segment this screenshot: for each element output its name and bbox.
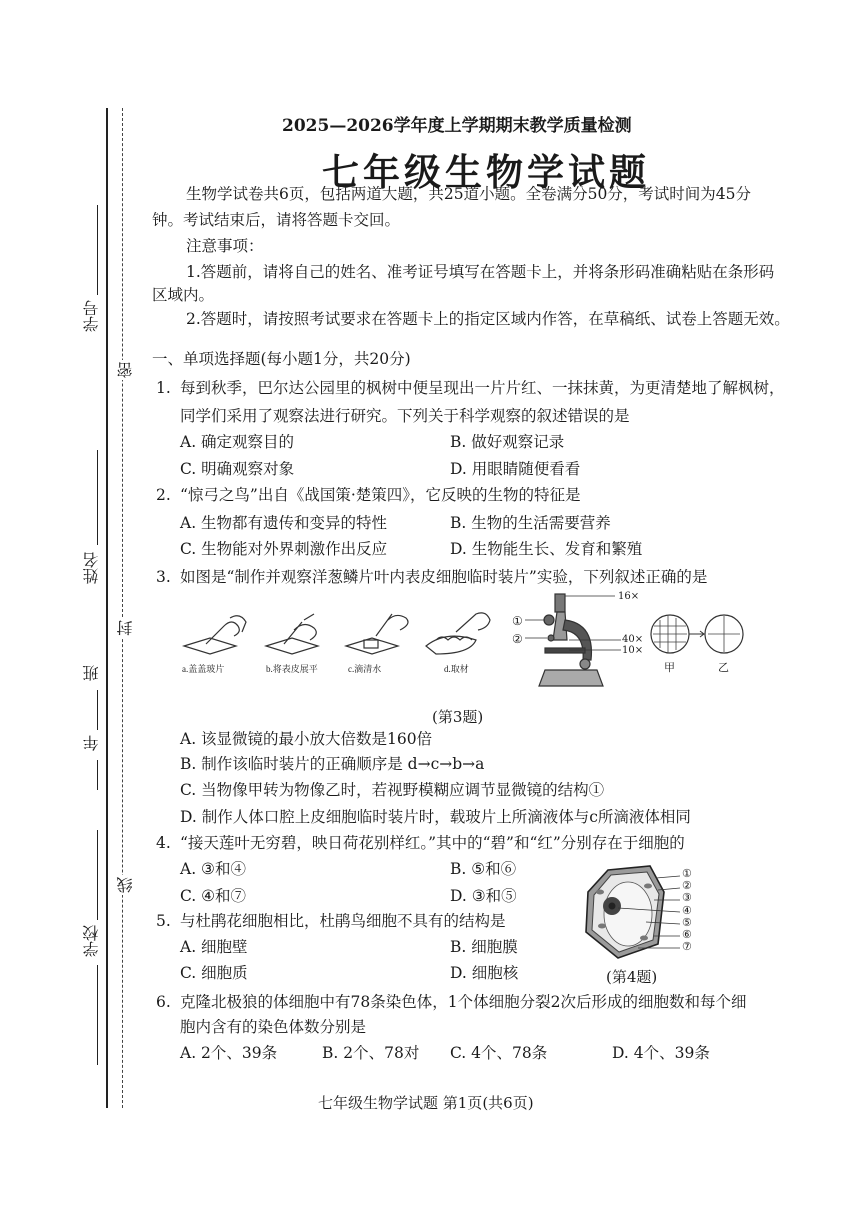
fig-label-c: c.滴清水: [348, 664, 382, 674]
fig-label-a: a.盖盖玻片: [182, 664, 225, 674]
q2-number: 2.: [156, 486, 171, 504]
exam-subtitle: 2025—2026学年度上学期期末教学质量检测: [282, 116, 632, 136]
q1-option-b: B. 做好观察记录: [450, 433, 565, 451]
xuehao-label: 学号: [82, 300, 101, 332]
objective-40-label: 40×: [622, 634, 644, 645]
q4-cell-labels: [682, 868, 692, 953]
q6-option-c: C. 4个、78条: [450, 1044, 548, 1062]
q4-option-c: C. ④和⑦: [180, 887, 247, 905]
q4-stem: “接天莲叶无穷碧，映日荷花别样红。”其中的“碧”和“红”分别存在于细胞的: [180, 834, 685, 852]
xingming-label: 姓名: [82, 552, 101, 584]
cell-label-4: ④: [682, 903, 692, 917]
nian-label: 年: [82, 735, 101, 751]
fig-label-b: b.将表皮展平: [266, 664, 318, 674]
plant-cell-figure: [578, 862, 698, 962]
view-fields-figure: [648, 610, 748, 658]
marker-2: ②: [512, 632, 523, 646]
seal-mi: 密: [116, 362, 135, 378]
q1-number: 1.: [156, 379, 171, 397]
q2-option-b: B. 生物的生活需要营养: [450, 514, 611, 532]
nian-blank: [97, 760, 99, 790]
objective-10-label: 10×: [622, 645, 644, 656]
q5-option-a: A. 细胞壁: [180, 938, 248, 956]
q3-caption: (第3题): [432, 708, 484, 726]
section-title: 一、单项选择题(每小题1分，共20分): [152, 350, 411, 368]
q3-number: 3.: [156, 568, 171, 586]
q6-option-a: A. 2个、39条: [180, 1044, 278, 1062]
q3-option-c: C. 当物像甲转为物像乙时，若视野模糊应调节显微镜的结构①: [180, 781, 605, 799]
q5-stem: 与杜鹃花细胞相比，杜鹃鸟细胞不具有的结构是: [180, 912, 506, 930]
q4-option-d: D. ③和⑤: [450, 887, 517, 905]
q3-option-b: B. 制作该临时装片的正确顺序是 d→c→b→a: [180, 755, 485, 773]
cell-label-5: ⑤: [682, 915, 692, 929]
page-footer: 七年级生物学试题 第1页(共6页): [318, 1094, 534, 1112]
eyepiece-label: 16×: [618, 591, 640, 602]
q2-option-d: D. 生物能生长、发育和繁殖: [450, 540, 643, 558]
ban-blank: [97, 690, 99, 730]
q2-option-c: C. 生物能对外界刺激作出反应: [180, 540, 388, 558]
q3-option-d: D. 制作人体口腔上皮细胞临时装片时，载玻片上所滴液体与c所滴液体相同: [180, 808, 691, 826]
marker-1: ①: [512, 614, 523, 628]
xingming-blank: [97, 450, 99, 545]
q3-stem: 如图是“制作并观察洋葱鳞片叶内表皮细胞临时装片”实验，下列叙述正确的是: [180, 568, 708, 586]
seal-xian: 线: [116, 877, 135, 893]
cell-label-2: ②: [682, 879, 692, 893]
intro-line-2: 钟。考试结束后，请将答题卡交回。: [152, 211, 401, 229]
notice-1-line-2: 区域内。: [152, 286, 215, 304]
view-jia-label: 甲: [664, 661, 675, 674]
cell-label-1: ①: [682, 867, 692, 880]
binding-rule: [106, 108, 108, 1108]
exam-title: 七年级生物学试题: [322, 150, 650, 194]
q6-stem-line-2: 胞内含有的染色体数分别是: [180, 1018, 367, 1036]
q5-number: 5.: [156, 912, 171, 930]
view-yi-label: 乙: [718, 661, 729, 674]
xuexiao-blank: [97, 830, 99, 920]
notice-2: 2.答题时，请按照考试要求在答题卡上的指定区域内作答，在草稿纸、试卷上答题无效。: [186, 310, 790, 328]
notice-1-line-1: 1.答题前，请将自己的姓名、准考证号填写在答题卡上，并将条形码准确粘贴在条形码: [186, 263, 775, 281]
q6-number: 6.: [156, 993, 171, 1011]
q1-option-d: D. 用眼睛随便看看: [450, 460, 581, 478]
q3-procedure-figure: [180, 600, 500, 680]
q2-stem: “惊弓之鸟”出自《战国策·楚策四》，它反映的生物的特征是: [180, 486, 581, 504]
q6-stem-line-1: 克隆北极狼的体细胞中有78条染色体，1个体细胞分裂2次后形成的细胞数和每个细: [180, 993, 747, 1011]
xuehao-blank: [97, 205, 99, 295]
xuexiao-blank-2: [97, 965, 99, 1065]
cell-label-3: ③: [682, 891, 692, 905]
q5-option-d: D. 细胞核: [450, 964, 519, 982]
q5-option-c: C. 细胞质: [180, 964, 248, 982]
q1-stem-line-1: 每到秋季，巴尔达公园里的枫树中便呈现出一片片红、一抹抹黄，为更清楚地了解枫树，: [180, 379, 785, 397]
cell-label-7: ⑦: [682, 940, 692, 954]
q4-option-a: A. ③和④: [180, 860, 246, 878]
q4-number: 4.: [156, 834, 171, 852]
q3-option-a: A. 该显微镜的最小放大倍数是160倍: [180, 730, 433, 748]
seal-feng: 封: [116, 620, 135, 636]
q4-caption: (第4题): [606, 968, 658, 986]
intro-line-1: 生物学试卷共6页，包括两道大题，共25道小题。全卷满分50分，考试时间为45分: [186, 185, 752, 203]
q4-option-b: B. ⑤和⑥: [450, 860, 517, 878]
notice-title: 注意事项：: [186, 237, 264, 255]
ban-label: 班: [82, 665, 101, 681]
q1-option-c: C. 明确观察对象: [180, 460, 295, 478]
q1-stem-line-2: 同学们采用了观察法进行研究。下列关于科学观察的叙述错误的是: [180, 407, 630, 425]
q6-option-b: B. 2个、78对: [322, 1044, 420, 1062]
q5-option-b: B. 细胞膜: [450, 938, 518, 956]
q1-option-a: A. 确定观察目的: [180, 433, 295, 451]
xuexiao-label: 学校: [82, 925, 101, 957]
seal-dashed-line: [122, 108, 123, 1108]
q6-option-d: D. 4个、39条: [612, 1044, 710, 1062]
fig-label-d: d.取材: [444, 664, 469, 674]
q2-option-a: A. 生物都有遗传和变异的特性: [180, 514, 388, 532]
cell-label-6: ⑥: [682, 928, 692, 942]
